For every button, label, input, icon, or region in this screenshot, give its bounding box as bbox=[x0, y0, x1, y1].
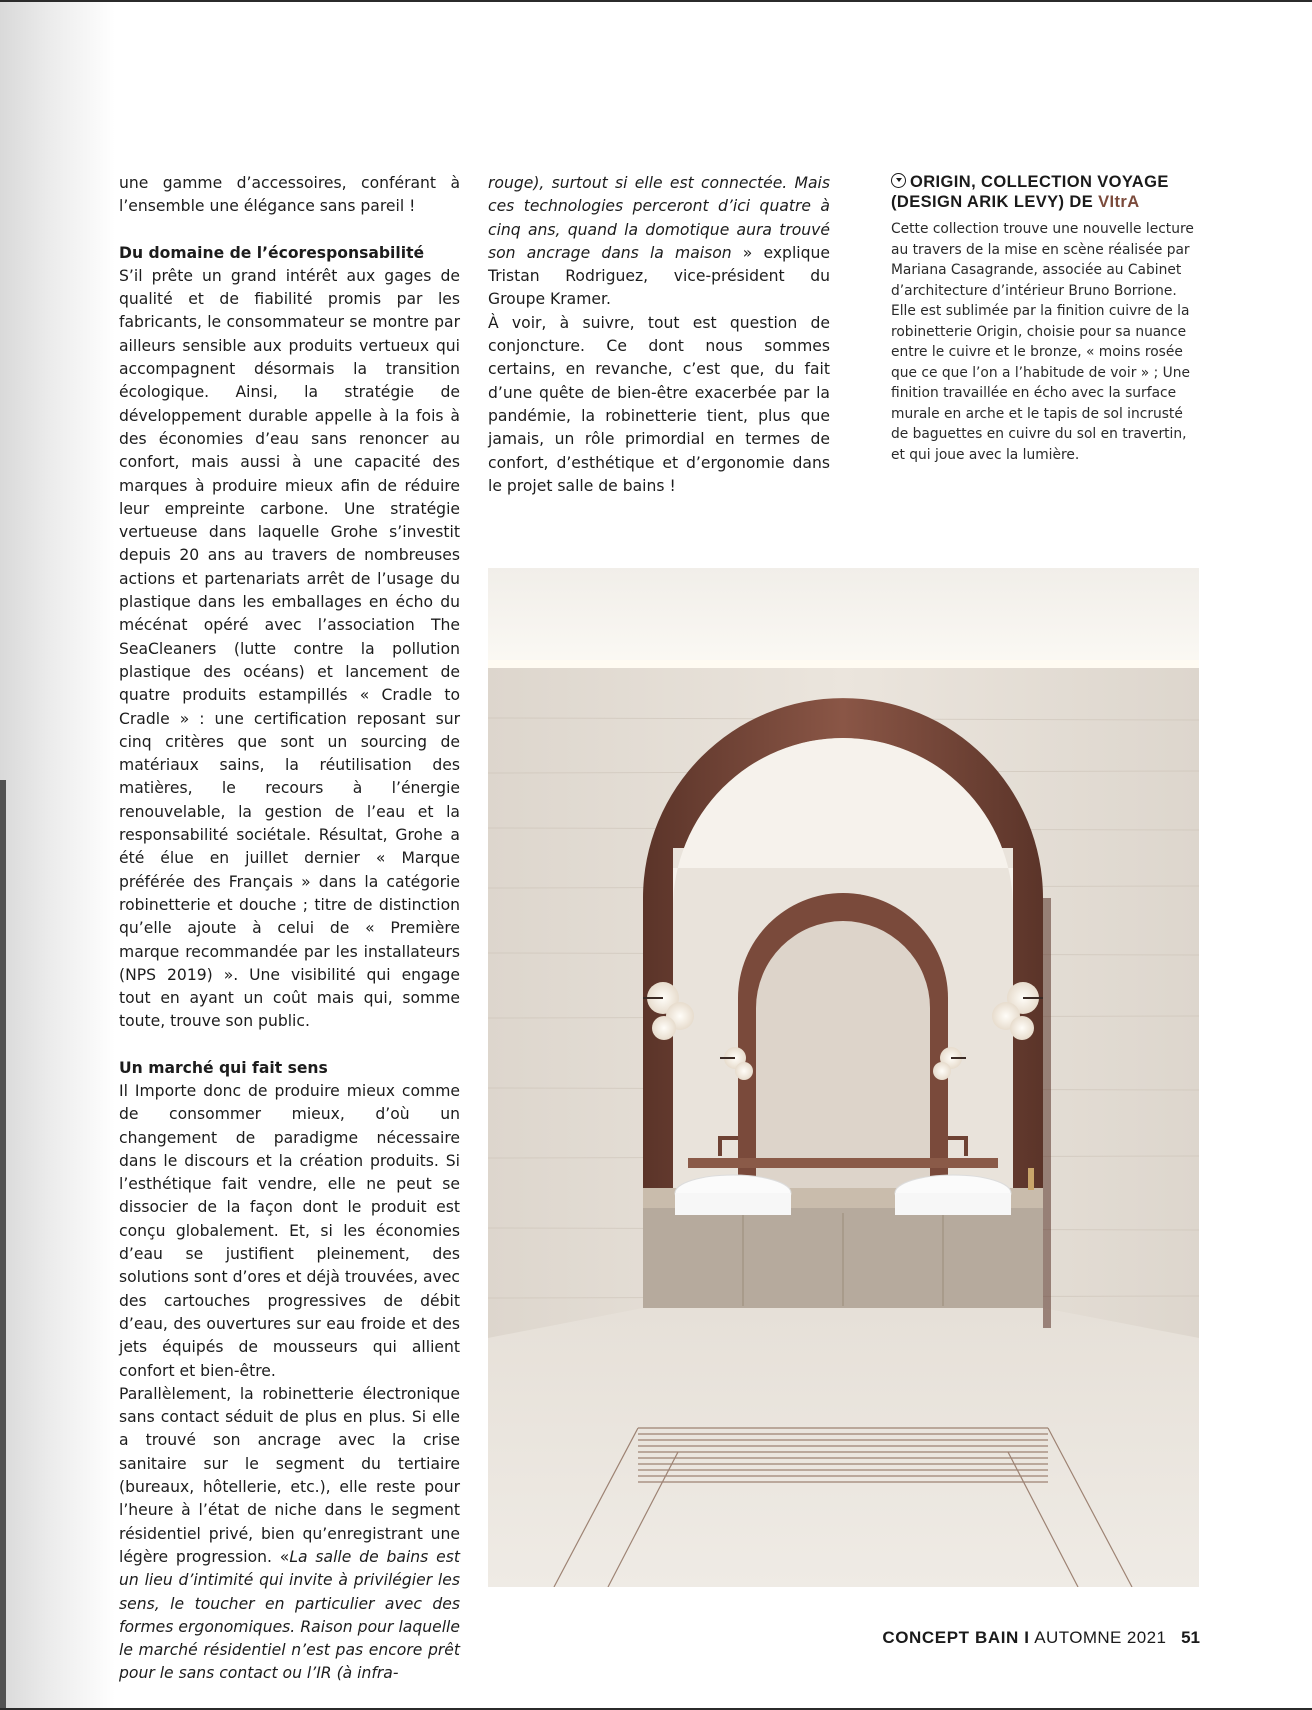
magazine-title: CONCEPT BAIN I bbox=[882, 1628, 1030, 1647]
top-border bbox=[0, 0, 1312, 2]
brand-name: VItrA bbox=[1098, 193, 1140, 211]
page-number: 51 bbox=[1181, 1628, 1200, 1647]
paragraph-text: Parallèlement, la robinetterie électronique sans contact séduit de plus en plus. Si elle a trouvé son ancrage avec la crise sanitaire sur le segment du tertiaire (bureaux, hôtellerie, etc.), elle reste pour l’heure à l’état de niche dans le segment résidentiel privé, bien qu’enregistrant une légère progression. « bbox=[119, 1384, 460, 1566]
caption-title-text: ORIGIN, COLLECTION VOYAGE (DESIGN ARIK LEVY) DE bbox=[891, 173, 1169, 211]
caption-body: Cette collection trouve une nouvelle lecture au travers de la mise en scène réalisée par Mariana Casagrande, associée au Cabinet d’architecture d’intérieur Bruno Borrione. Elle est sublimée par la finition cuivre de la robinetterie Origin, choisie pour sa nuance entre le cuivre et le bronze, « moins rosée que ce que l’on a l’habitude de voir » ; Une finition travaillée en écho avec la surface murale en arche et le tapis de sol incrusté de baguettes en cuivre du sol en travertin, et qui joue avec la lumière. bbox=[891, 221, 1194, 463]
paragraph: une gamme d’accessoires, conférant à l’ensemble une élégance sans pareil ! bbox=[119, 174, 460, 216]
caption-title bbox=[891, 172, 1201, 212]
issue-date: AUTOMNE 2021 bbox=[1034, 1628, 1167, 1647]
quote-text: La salle de bains est un lieu d’intimité qui invite à privilégier les sens, le toucher en particulier avec des formes ergonomiques. Raison pour laquelle le marché résidentiel n’est pas encore prêt pour le sans contact ou l’IR (à infra- bbox=[119, 1547, 460, 1683]
paragraph-text: » explique Tristan Rodriguez, vice-président du Groupe Kramer. bbox=[488, 243, 830, 309]
product-caption bbox=[891, 172, 1201, 465]
article-column-left bbox=[119, 172, 460, 1686]
section-heading: Un marché qui fait sens bbox=[119, 1058, 328, 1077]
article-column-middle bbox=[488, 172, 830, 498]
paragraph: Il Importe donc de produire mieux comme de consommer mieux, d’où un changement de paradigme nécessaire dans le discours et la création produits. Si l’esthétique fait vendre, elle ne peut se dissocier de la façon dont le produit est conçu globalement. Et, si les économies d’eau se justifient pleinement, des solutions sont d’ores et déjà trouvées, avec des cartouches progressives de débit d’eau, des ouvertures sur eau froide et des jets équipés de mousseurs qui allient confort et bien-être. bbox=[119, 1081, 460, 1380]
paragraph: S’il prête un grand intérêt aux gages de qualité et de fiabilité promis par les fabricants, le consommateur se montre par ailleurs sensible aux produits vertueux qui accompagnent désormais la transition écologique. Ainsi, la stratégie de développement durable appelle à la fois à des économies d’eau sans renoncer au confort, mais aussi à une capacité des marques à produire mieux afin de réduire leur empreinte carbone. Une stratégie vertueuse dans laquelle Grohe s’investit depuis 20 ans au travers de nombreuses actions et partenariats arrêt de l’usage du plastique dans les emballages en écho du mécénat opéré avec l’association The SeaCleaners (lutte contre la pollution plastique des océans) et lancement de quatre produits estampillés « Cradle to Cradle » : une certification reposant sur cinq critères que sont un sourcing de matériaux sains, la réutilisation des matières, le recours à l’énergie renouvelable, la gestion de l’eau et la responsabilité sociétale. Résultat, Grohe a été élue en juillet dernier « Marque préférée des Français » dans la catégorie robinetterie et douche ; titre de distinction qu’elle ajoute à celui de « Première marque recommandée par les installateurs (NPS 2019) ». Une visibilité qui engage tout en ayant un coût mais qui, somme toute, trouve son public. bbox=[119, 266, 460, 1031]
paragraph: À voir, à suivre, tout est question de conjoncture. Ce dont nous sommes certains, en revanche, c’est que, du fait d’une quête de bien-être exacerbée par la pandémie, la robinetterie tient, plus que jamais, un rôle primordial en termes de confort, d’esthétique et d’ergonomie dans le projet salle de bains ! bbox=[488, 313, 830, 495]
page-gutter-shadow bbox=[0, 0, 115, 1710]
facing-page-edge bbox=[0, 780, 6, 1710]
quote-text: rouge), surtout si elle est connectée. Mais ces technologies perceront d’ici quatre à cinq ans, quand la domotique aura trouvé son ancrage dans la maison bbox=[488, 174, 830, 262]
paragraph bbox=[119, 1383, 460, 1686]
section-heading: Du domaine de l’écoresponsabilité bbox=[119, 243, 425, 262]
bathroom-photo bbox=[488, 568, 1199, 1587]
paragraph bbox=[488, 172, 830, 312]
chevron-down-circle-icon bbox=[891, 173, 906, 188]
page-footer bbox=[865, 1628, 1200, 1648]
